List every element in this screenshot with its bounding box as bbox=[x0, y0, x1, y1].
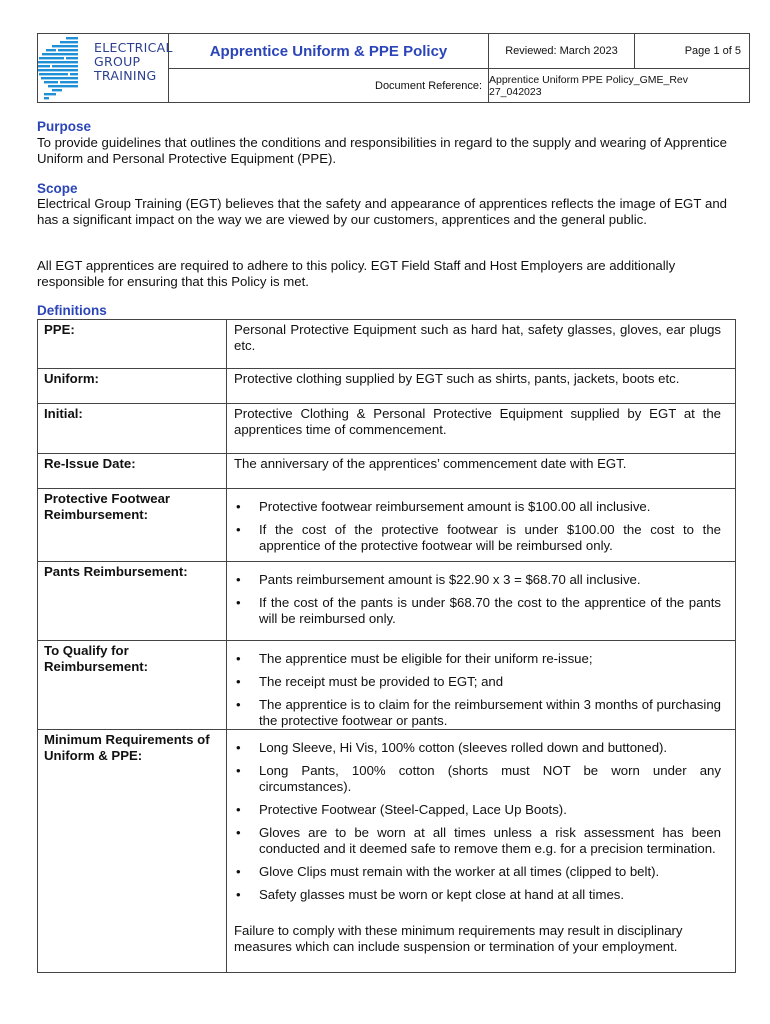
definition-text: Protective clothing supplied by EGT such as shirts, pants, jackets, boots etc. bbox=[227, 369, 736, 404]
list-item: • Pants reimbursement amount is $22.90 x 3 = $68.70 all inclusive. bbox=[234, 572, 721, 588]
table-row bbox=[38, 730, 736, 973]
list-item: • The apprentice is to claim for the reimbursement within 3 months of purchasing the protective footwear or pants. bbox=[234, 697, 721, 729]
definitions-heading: Definitions bbox=[37, 303, 107, 318]
definition-text: The anniversary of the apprentices’ commencement date with EGT. bbox=[227, 454, 736, 489]
list-item: • Protective Footwear (Steel-Capped, Lace Up Boots). bbox=[234, 802, 721, 818]
document-reference-label: Document Reference: bbox=[169, 69, 489, 102]
logo-line-3: TRAINING bbox=[94, 68, 157, 83]
table-row bbox=[38, 489, 736, 562]
table-row bbox=[38, 369, 736, 404]
document-title: Apprentice Uniform & PPE Policy bbox=[169, 34, 489, 69]
definition-term: Re-Issue Date: bbox=[38, 454, 227, 489]
table-row bbox=[38, 641, 736, 730]
list-item: • The apprentice must be eligible for their uniform re-issue; bbox=[234, 651, 721, 667]
logo-line-2: GROUP bbox=[94, 54, 141, 69]
table-row bbox=[38, 562, 736, 641]
purpose-heading: Purpose bbox=[37, 119, 92, 134]
table-row bbox=[38, 320, 736, 369]
list-item: • Glove Clips must remain with the worker at all times (clipped to belt). bbox=[234, 864, 721, 880]
list-item: • The receipt must be provided to EGT; and bbox=[234, 674, 721, 690]
list-item: • Protective footwear reimbursement amount is $100.00 all inclusive. bbox=[234, 499, 721, 515]
purpose-text: To provide guidelines that outlines the conditions and responsibilities in regard to the supply and wearing of Apprentice Uniform and Personal Protective Equipment (PPE). bbox=[37, 135, 727, 166]
definition-term: Protective Footwear Reimbursement: bbox=[38, 489, 227, 562]
definition-term: Pants Reimbursement: bbox=[38, 562, 227, 641]
egt-logo-icon bbox=[38, 37, 90, 101]
definition-bullets bbox=[227, 641, 736, 730]
definition-term: To Qualify for Reimbursement: bbox=[38, 641, 227, 730]
definition-bullets bbox=[227, 489, 736, 562]
egt-logo bbox=[38, 34, 173, 102]
table-row bbox=[38, 404, 736, 454]
scope-paragraph-1: Electrical Group Training (EGT) believes that the safety and appearance of apprentices reflects the image of EGT and has a significant impact on the way we are viewed by our customers, apprentices and the general public. bbox=[37, 196, 727, 227]
definition-term: PPE: bbox=[38, 320, 227, 369]
table-row bbox=[38, 454, 736, 489]
definition-bullets bbox=[227, 730, 736, 973]
list-item: • Safety glasses must be worn or kept close at hand at all times. bbox=[234, 887, 721, 903]
definition-term: Minimum Requirements of Uniform & PPE: bbox=[38, 730, 227, 973]
page-number: Page 1 of 5 bbox=[635, 34, 749, 69]
list-item: • If the cost of the pants is under $68.70 the cost to the apprentice of the pants will be reimbursed only. bbox=[234, 595, 721, 627]
definition-text: Protective Clothing & Personal Protective Equipment supplied by EGT at the apprentices time of commencement. bbox=[227, 404, 736, 454]
definition-bullets bbox=[227, 562, 736, 641]
logo-line-1: ELECTRICAL bbox=[94, 40, 173, 55]
definition-term: Uniform: bbox=[38, 369, 227, 404]
list-item: • Long Pants, 100% cotton (shorts must NOT be worn under any circumstances). bbox=[234, 763, 721, 795]
definition-term: Initial: bbox=[38, 404, 227, 454]
compliance-note: Failure to comply with these minimum requirements may result in disciplinary measures which can include suspension or termination of your employment. bbox=[234, 923, 683, 954]
reviewed-date: Reviewed: March 2023 bbox=[489, 34, 635, 69]
scope-heading: Scope bbox=[37, 181, 78, 196]
definition-text: Personal Protective Equipment such as hard hat, safety glasses, gloves, ear plugs etc. bbox=[227, 320, 736, 369]
list-item: • If the cost of the protective footwear is under $100.00 the cost to the apprentice of the protective footwear will be reimbursed only. bbox=[234, 522, 721, 554]
logo-wordmark bbox=[94, 41, 173, 83]
document-header-table bbox=[37, 33, 750, 103]
document-reference: Apprentice Uniform PPE Policy_GME_Rev 27_042023 bbox=[489, 73, 688, 98]
list-item: • Gloves are to be worn at all times unless a risk assessment has been conducted and it deemed safe to remove them e.g. for a precision termination. bbox=[234, 825, 721, 857]
list-item: • Long Sleeve, Hi Vis, 100% cotton (sleeves rolled down and buttoned). bbox=[234, 740, 721, 756]
scope-paragraph-2: All EGT apprentices are required to adhere to this policy. EGT Field Staff and Host Employers are additionally responsible for ensuring that this Policy is met. bbox=[37, 258, 676, 289]
definitions-table bbox=[37, 319, 736, 973]
